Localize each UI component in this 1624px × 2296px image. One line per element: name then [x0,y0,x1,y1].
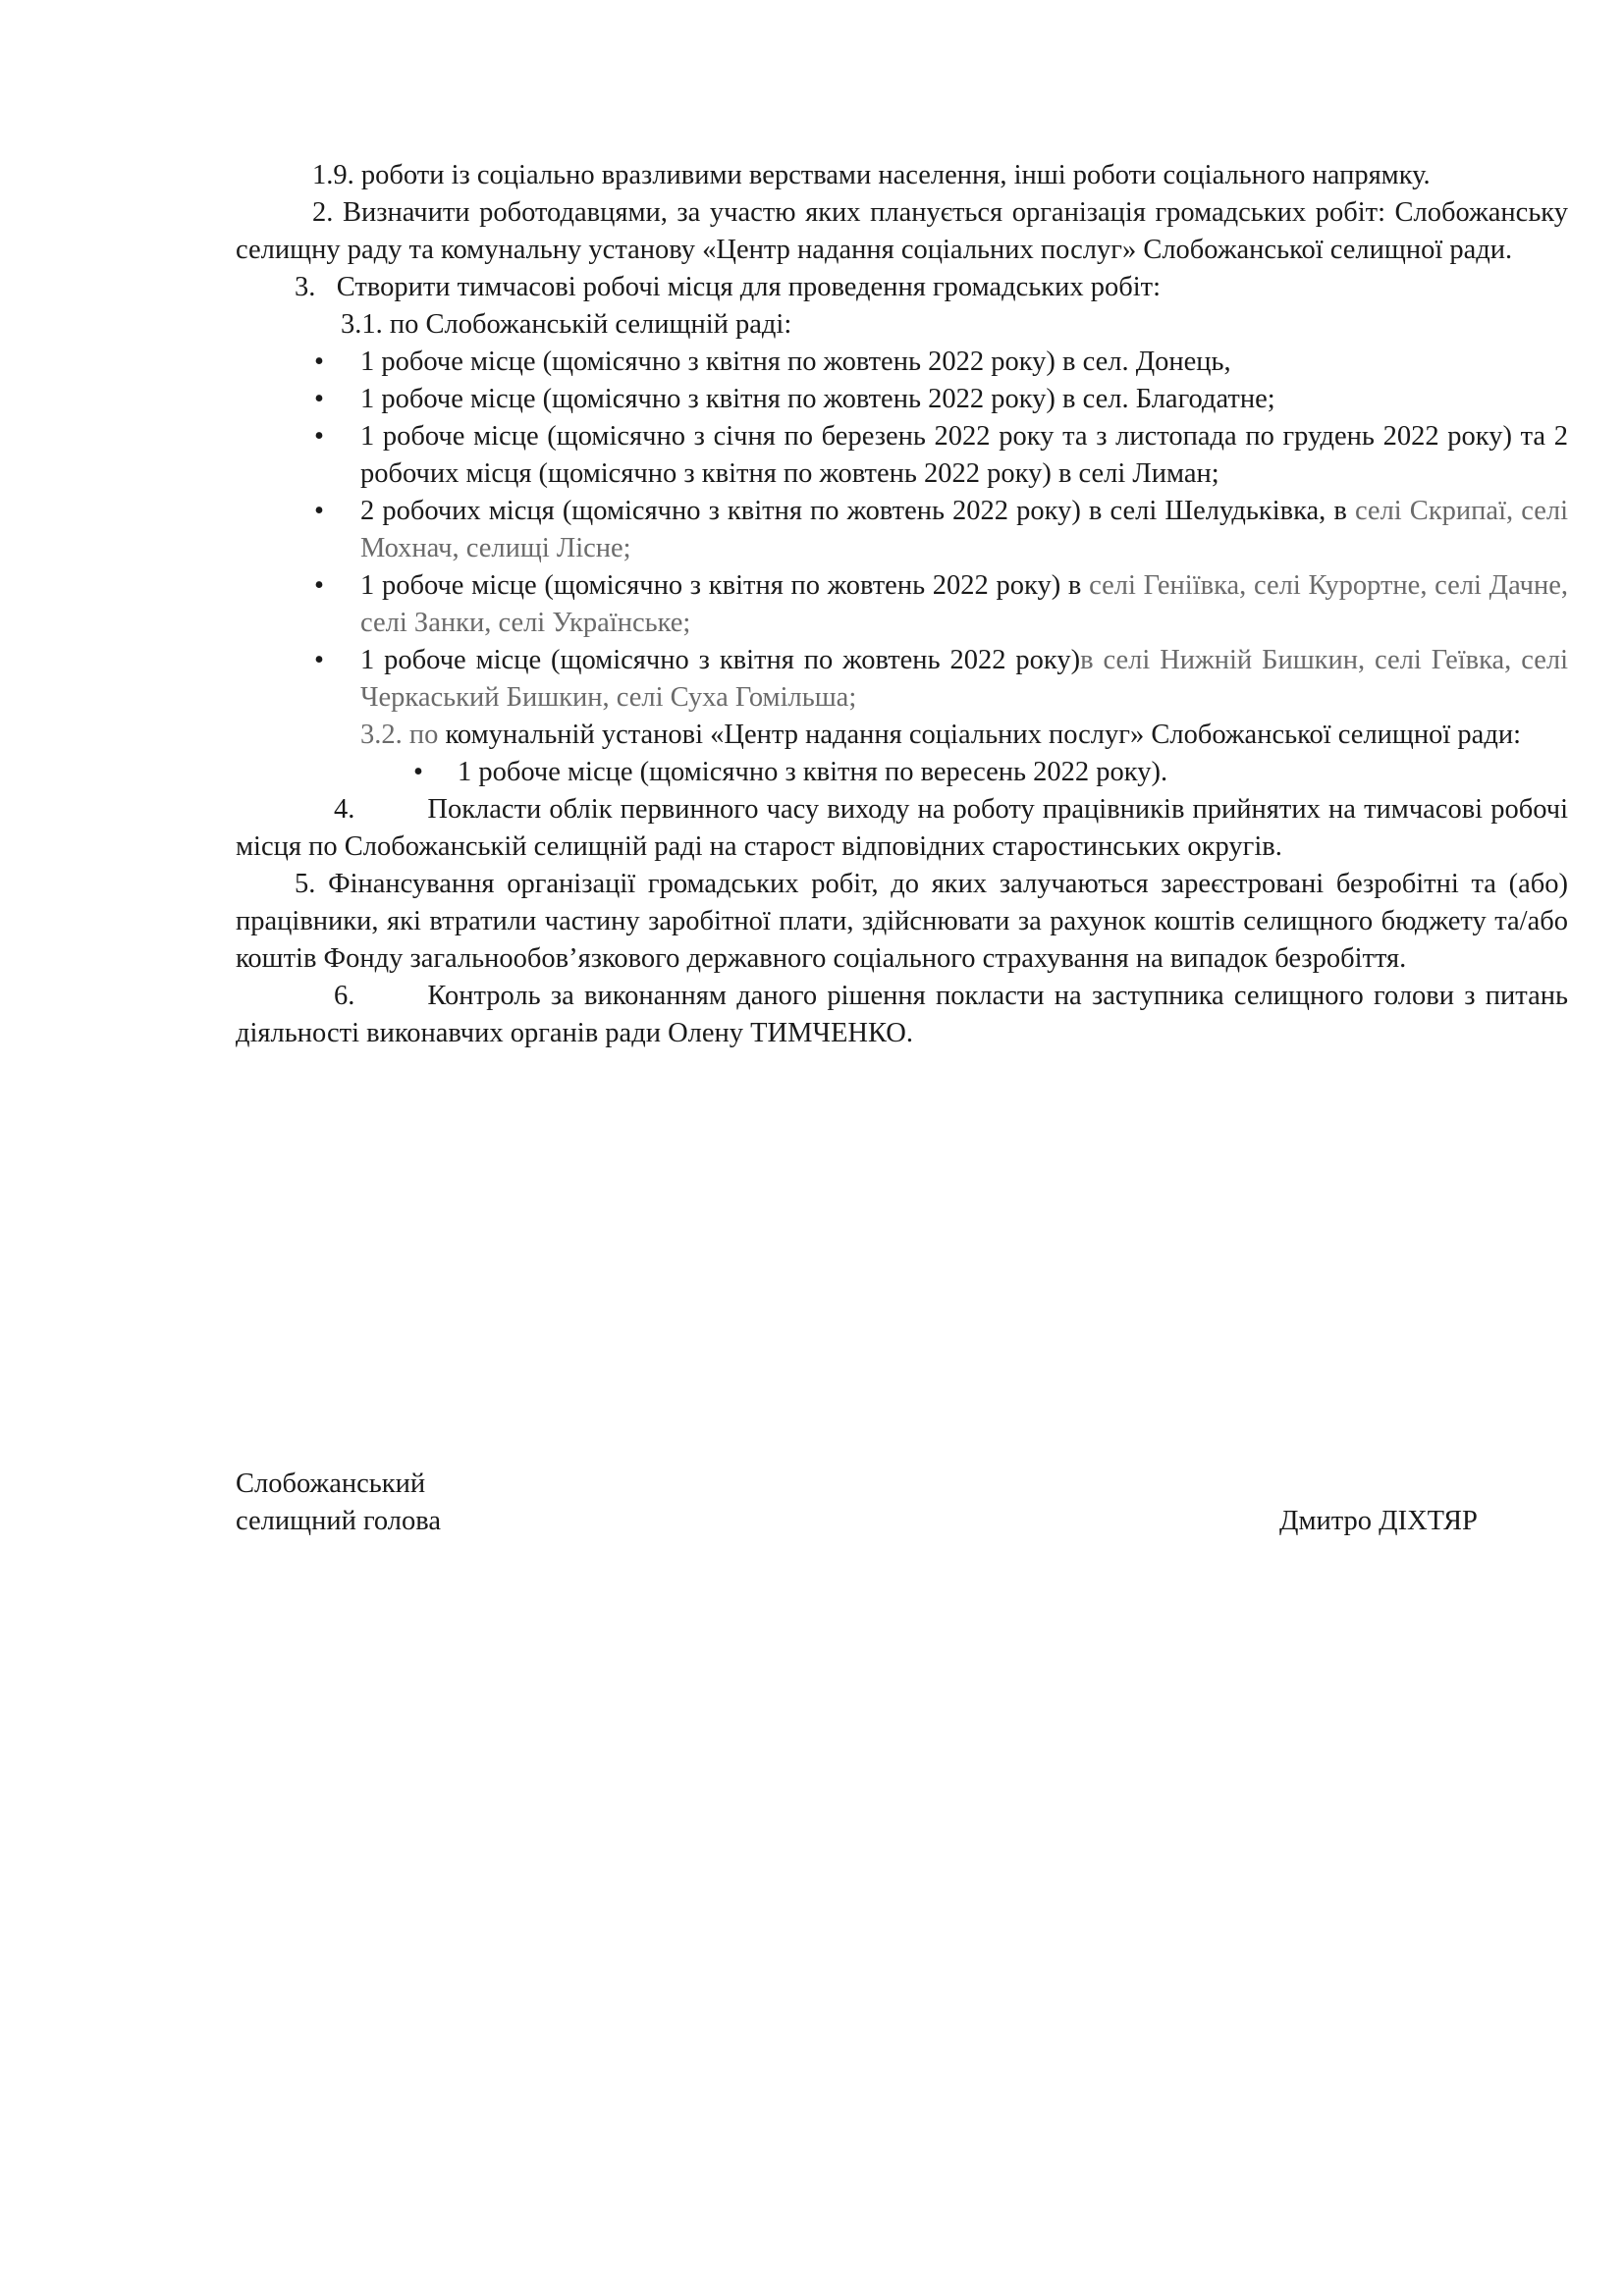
subparagraph-3-1 [236,306,1568,344]
bullet-dot-icon: • [314,496,324,526]
paragraph-4 [236,791,1568,866]
bullet-list-3-1 [236,344,1568,717]
paragraph-3-number: 3. [295,272,316,302]
signature-title-line-1: Слобожанський [236,1468,426,1499]
paragraph-6-text: Контроль за виконанням даного рішення покласти на заступника селищного голови з питань діяльності виконавчих органів ради Олену ТИМЧЕНКО. [236,981,1568,1048]
bullet-dot-icon: • [314,645,324,675]
paragraph-3-text: Створити тимчасові робочі місця для проведення громадських робіт: [336,272,1161,302]
bullet-text: 1 робоче місце (щомісячно з квітня по жовтень 2022 року) [360,645,1081,675]
paragraph-5-number: 5. [295,869,316,899]
bullet-dot-icon: • [314,421,324,452]
bullet-dot-icon: • [314,384,324,414]
bullet-text: 1 робоче місце (щомісячно з січня по березень 2022 року та з листопада по грудень 2022 року) та 2 робочих місця (щомісячно з квітня по жовтень 2022 року) в селі Лиман; [360,421,1568,489]
bullet-text: 1 робоче місце (щомісячно з квітня по жовтень 2022 року) в [360,570,1090,601]
paragraph-3 [236,269,1568,306]
bullet-text-gray: селі Геніївка, селі Курортне, селі Дачне, селі Занки, селі Українське; [360,570,1568,638]
bullet-text-gray: селі Скрипаї, селі Мохнач, селищі Лісне; [360,496,1568,563]
bullet-item [236,754,1568,791]
subparagraph-3-1-text: 3.1. по Слобожанській селищній раді: [341,309,792,340]
subparagraph-3-2-text: комунальній установі «Центр надання соціальних послуг» Слобожанської селищної ради: [438,720,1521,750]
bullet-item [236,381,1568,418]
bullet-text: 1 робоче місце (щомісячно з квітня по жовтень 2022 року) в сел. Благодатне; [360,384,1275,414]
bullet-dot-icon: • [314,570,324,601]
paragraph-6 [236,978,1568,1052]
bullet-text: 1 робоче місце (щомісячно з квітня по вересень 2022 року). [458,757,1168,787]
paragraph-4-number: 4. [334,794,355,825]
bullet-dot-icon: • [314,347,324,377]
bullet-text-gray: в селі Нижній Бишкин, селі Геївка, селі Черкаський Бишкин, селі Суха Гомільша; [360,645,1568,713]
bullet-text: 2 робочих місця (щомісячно з квітня по жовтень 2022 року) в селі Шелудьківка, в [360,496,1355,526]
signatory-name: Дмитро ДІХТЯР [1279,1506,1478,1536]
paragraph-4-text: Покласти облік первинного часу виходу на роботу працівників прийнятих на тимчасові робочі місця по Слобожанській селищній раді на старост відповідних старостинських округів. [236,794,1568,862]
bullet-item [236,344,1568,381]
paragraph-6-number: 6. [334,981,355,1011]
paragraph-2-number: 2. [312,197,334,228]
bullet-item [236,567,1568,642]
bullet-list-3-2 [236,754,1568,791]
bullet-item [236,418,1568,493]
paragraph-1-9-text: 1.9. роботи із соціально вразливими верствами населення, інші роботи соціального напрямку. [312,160,1431,190]
document-body [236,157,1568,1052]
bullet-dot-icon: • [413,757,423,787]
bullet-item [236,642,1568,717]
subparagraph-3-2 [236,717,1568,754]
paragraph-2 [236,194,1568,269]
subparagraph-3-2-prefix: 3.2. по [360,720,439,750]
bullet-text: 1 робоче місце (щомісячно з квітня по жовтень 2022 року) в сел. Донець, [360,347,1231,377]
bullet-item [236,493,1568,567]
paragraph-1-9 [236,157,1568,194]
paragraph-5-text: Фінансування організації громадських робіт, до яких залучаються зареєстровані безробітні та (або) працівники, які втратили частину заробітної плати, здійснювати за рахунок коштів селищного бюджету та/або коштів Фонду загальнообов’язкового державного соціального страхування на випадок безробіття. [236,869,1568,974]
signature-title-line-2: селищний голова [236,1506,442,1536]
paragraph-2-text: Визначити роботодавцями, за участю яких планується організація громадських робіт: Слобожанську селищну раду та комунальну установу «Центр надання соціальних послуг» Слобожанської селищної ради. [236,197,1569,265]
paragraph-5 [236,866,1568,978]
signature-block [236,1466,1512,1540]
